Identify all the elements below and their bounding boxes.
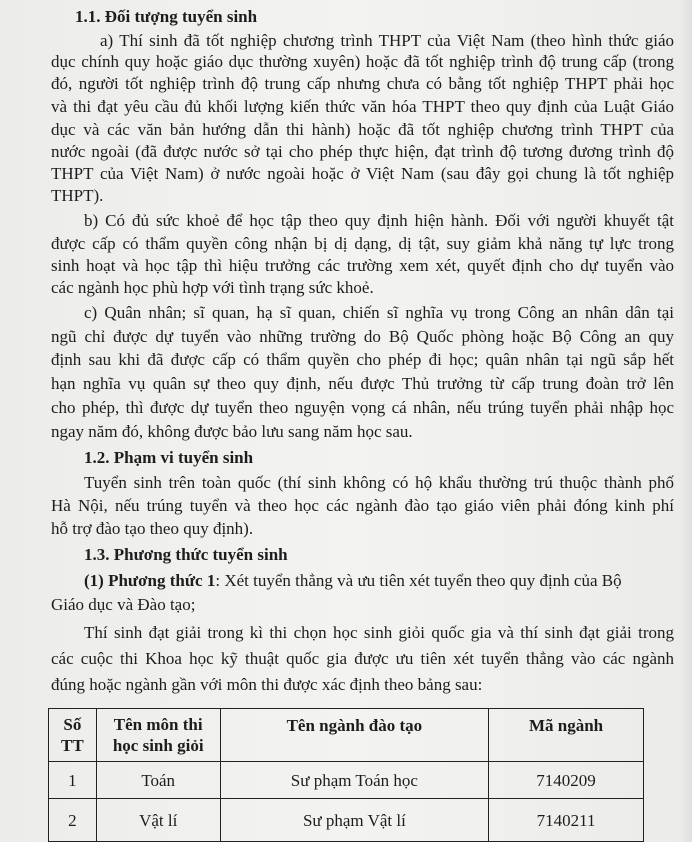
header-stt	[49, 709, 97, 762]
page-edge-shadow	[680, 0, 692, 842]
para-a-line: THPT của Việt Nam) ở nước ngoài hoặc ở Việt Nam (sau đây gọi chung là tốt nghiệp	[51, 164, 674, 183]
heading-1-3: 1.3. Phương thức tuyển sinh	[84, 545, 288, 564]
header-subject	[96, 709, 220, 762]
para-c-line: hạn nghĩa vụ quân sự theo quy định, nếu được Thủ trưởng từ cấp trung đoàn trở lên	[51, 374, 674, 393]
cell-code: 7140211	[489, 799, 644, 842]
cell-subject: Toán	[96, 762, 220, 799]
award-major-table	[48, 708, 644, 842]
table-row	[49, 799, 644, 842]
para-a-line: nước ngoài (đã được nước sở tại cho phép thực hiện, đạt trình độ tương đương trình độ	[51, 142, 674, 161]
heading-1-2: 1.2. Phạm vi tuyển sinh	[84, 448, 254, 467]
method-1-label: (1) Phương thức 1	[84, 571, 216, 590]
para-c-line: ngũ chỉ được dự tuyển vào những trường do Bộ Quốc phòng hoặc Bộ Công an quy	[51, 327, 674, 346]
para-a-line: đó, người tốt nghiệp trình độ trung cấp nhưng chưa có bằng tốt nghiệp THPT phải học	[51, 74, 674, 93]
header-code: Mã ngành	[489, 709, 644, 762]
cell-major: Sư phạm Toán học	[220, 762, 488, 799]
cell-stt: 2	[49, 799, 97, 842]
heading-1-1: 1.1. Đối tượng tuyển sinh	[75, 7, 258, 26]
para-a-line: dục và các văn bản hướng dẫn thi hành) hoặc đã tốt nghiệp chương trình THPT của	[51, 120, 674, 139]
scope-line: Hà Nội, nếu trúng tuyển và theo học các ngành đào tạo giáo viên phải đóng kinh phí	[51, 496, 674, 515]
cell-stt: 1	[49, 762, 97, 799]
para-a-line: và thi đạt yêu cầu đủ khối lượng kiến thức văn hóa THPT theo quy định của Luật Giáo	[51, 97, 674, 116]
method-1-line2: Giáo dục và Đào tạo;	[51, 595, 196, 614]
header-major: Tên ngành đào tạo	[220, 709, 488, 762]
para-a-line: dục chính quy hoặc giáo dục thường xuyên) hoặc đã tốt nghiệp trình độ trung cấp (trong	[51, 52, 674, 71]
scope-line: Tuyển sinh trên toàn quốc (thí sinh không có hộ khẩu thường trú thuộc thành phố	[84, 473, 674, 492]
para-a-line: a) Thí sinh đã tốt nghiệp chương trình THPT của Việt Nam (theo hình thức giáo	[100, 31, 674, 50]
cell-code: 7140209	[489, 762, 644, 799]
cell-major: Sư phạm Vật lí	[220, 799, 488, 842]
para-b-line: b) Có đủ sức khoẻ để học tập theo quy định hiện hành. Đối với người khuyết tật	[84, 211, 674, 230]
para-a-line: THPT).	[51, 186, 104, 205]
scope-line: hỗ trợ đào tạo theo quy định).	[51, 519, 254, 538]
para-c-line: ngay năm đó, không được bảo lưu sang năm học sau.	[51, 422, 413, 441]
method-desc-line: đúng hoặc ngành gần với môn thi được xác định theo bảng sau:	[51, 675, 483, 694]
header-subject-line1: Tên môn thi	[113, 715, 203, 734]
para-b-line: các ngành học phù hợp với tình trạng sức khoẻ.	[51, 278, 374, 297]
table-row	[49, 762, 644, 799]
header-subject-line2: học sinh giỏi	[112, 736, 204, 755]
table-header-row	[49, 709, 644, 762]
method-1-line	[84, 570, 622, 591]
cell-subject: Vật lí	[96, 799, 220, 842]
method-desc-line: Thí sinh đạt giải trong kì thi chọn học sinh giỏi quốc gia và thí sinh đạt giải trong	[84, 623, 674, 642]
para-c-line: định sau khi đã được cấp có thẩm quyền cho phép đi học; quân nhân tại ngũ sắp hết	[51, 350, 674, 369]
para-b-line: sinh hoạt và học tập thì hiệu trưởng các trường xem xét, quyết định cho dự tuyển vào	[51, 256, 674, 275]
para-b-line: được cấp có thẩm quyền công nhận bị dị dạng, dị tật, suy giảm khả năng tự lực trong	[51, 234, 674, 253]
header-stt-line1: Số	[63, 715, 82, 734]
para-c-line: c) Quân nhân; sĩ quan, hạ sĩ quan, chiến sĩ nghĩa vụ trong Công an nhân dân tại	[84, 303, 674, 322]
method-desc-line: các cuộc thi Khoa học kỹ thuật quốc gia được ưu tiên xét tuyển thẳng vào các ngành	[51, 649, 674, 668]
para-c-line: cho phép, thì được dự tuyển theo nguyện vọng cá nhân, nếu trúng tuyển phải nhập học	[51, 398, 674, 417]
header-stt-line2: TT	[61, 736, 84, 755]
method-1-text: : Xét tuyển thẳng và ưu tiên xét tuyển theo quy định của Bộ	[215, 571, 622, 590]
